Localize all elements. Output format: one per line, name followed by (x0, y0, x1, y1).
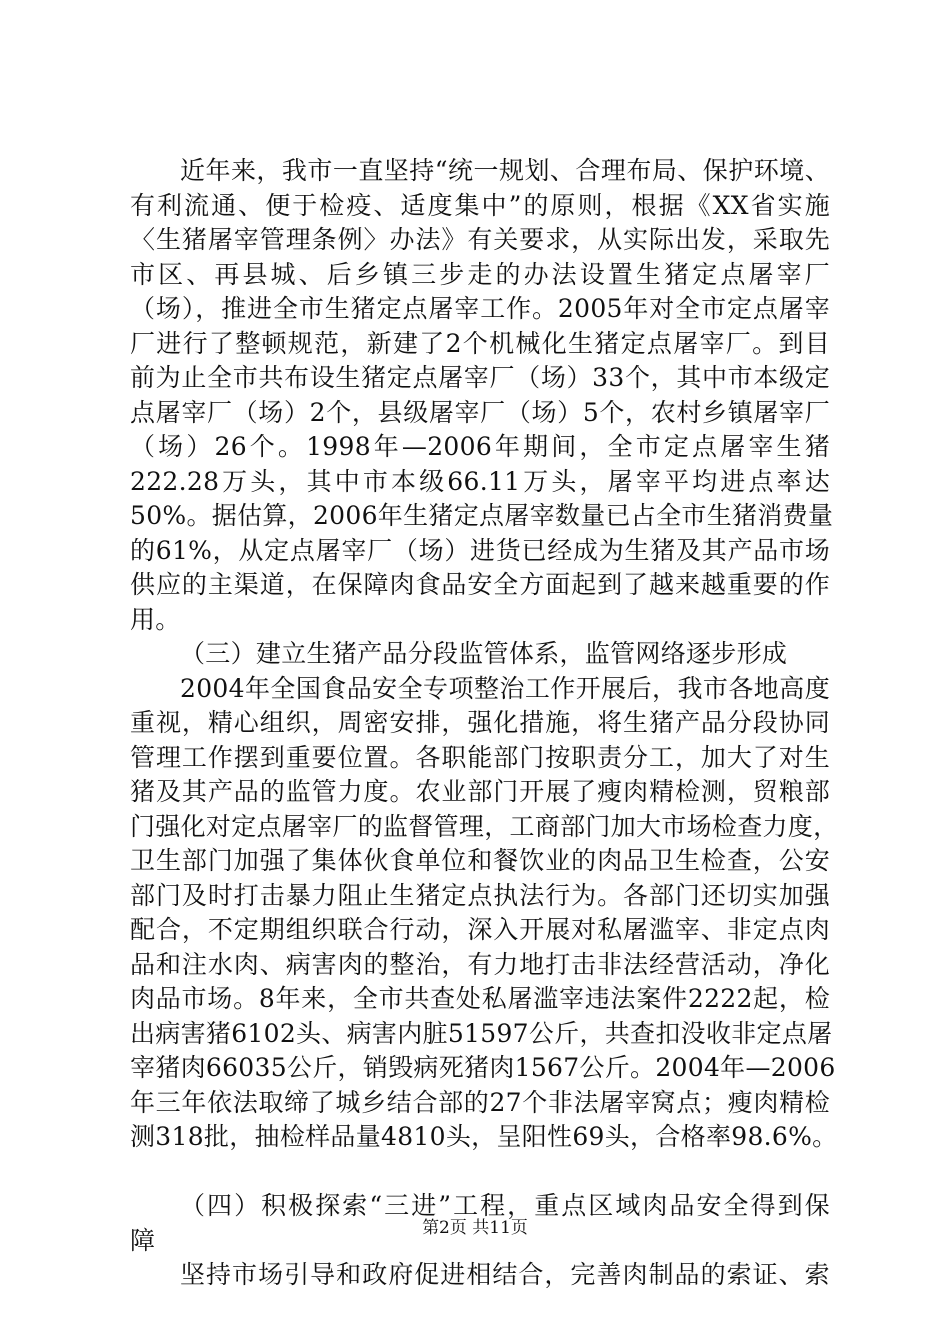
text-line: 卫生部门加强了集体伙食单位和餐饮业的肉品卫生检查，公安 (130, 846, 830, 875)
text-line: 点屠宰厂（场）2个，县级屠宰厂（场）5个，农村乡镇屠宰厂 (130, 397, 830, 427)
text-line: 部门及时打击暴力阻止生猪定点执法行为。各部门还切实加强 (130, 880, 830, 910)
text-line: 门强化对定点屠宰厂的监督管理，工商部门加大市场检查力度， (130, 811, 839, 841)
text-line: 年三年依法取缔了城乡结合部的27个非法屠宰窝点；瘦肉精检 (130, 1087, 830, 1117)
text-line: 有利流通、便于检疫、适度集中”的原则，根据《XX省实施 (130, 190, 830, 220)
text-line: （场）26个。1998年—2006年期间，全市定点屠宰生猪 (130, 432, 830, 461)
document-body (130, 154, 839, 1293)
text-line: 管理工作摆到重要位置。各职能部门按职责分工，加大了对生 (130, 742, 830, 772)
heading-line: （三）建立生猪产品分段监管体系，监管网络逐步形成 (180, 639, 788, 668)
paragraph-gap (130, 1155, 830, 1190)
text-line: 肉品市场。8年来，全市共查处私屠滥宰违法案件2222起，检 (130, 984, 830, 1013)
text-line: 2004年全国食品安全专项整治工作开展后，我市各地高度 (180, 673, 830, 703)
text-line: 出病害猪6102头、病害内脏51597公斤，共查扣没收非定点屠 (130, 1018, 833, 1048)
text-line: （场），推进全市生猪定点屠宰工作。2005年对全市定点屠宰 (130, 294, 830, 323)
section-heading-3 (130, 637, 830, 672)
paragraph-three-in (130, 1258, 830, 1293)
text-line: 猪及其产品的监管力度。农业部门开展了瘦肉精检测，贸粮部 (130, 777, 830, 806)
text-line: 品和注水肉、病害肉的整治，有力地打击非法经营活动，净化 (130, 949, 830, 979)
heading-line: （四）积极探索“三进”工程，重点区域肉品安全得到保 (180, 1191, 830, 1220)
text-line: 的61%，从定点屠宰厂（场）进货已经成为生猪及其产品市场 (130, 535, 830, 565)
paragraph-supervision (130, 672, 839, 1155)
text-line: 222.28万头，其中市本级66.11万头，屠宰平均进点率达 (130, 466, 830, 496)
text-line: 坚持市场引导和政府促进相结合，完善肉制品的索证、索 (180, 1260, 830, 1289)
text-line: 配合，不定期组织联合行动，深入开展对私屠滥宰、非定点肉 (130, 915, 830, 944)
text-line: 50%。据估算，2006年生猪定点屠宰数量已占全市生猪消费量 (130, 501, 834, 530)
text-line: 厂进行了整顿规范，新建了2个机械化生猪定点屠宰厂。到目 (130, 328, 830, 358)
text-line: 近年来，我市一直坚持“统一规划、合理布局、保护环境、 (180, 156, 830, 185)
text-line: 〈生猪屠宰管理条例〉办法》有关要求，从实际出发，采取先 (130, 225, 830, 254)
paragraph-intro (130, 154, 834, 637)
text-line: 市区、再县城、后乡镇三步走的办法设置生猪定点屠宰厂 (130, 259, 830, 289)
text-line: 宰猪肉66035公斤，销毁病死猪肉1567公斤。2004年—2006 (130, 1053, 836, 1082)
text-line: 供应的主渠道，在保障肉食品安全方面起到了越来越重要的作 (130, 570, 830, 599)
text-line: 重视，精心组织，周密安排，强化措施，将生猪产品分段协同 (130, 708, 830, 737)
text-line: 前为止全市共布设生猪定点屠宰厂（场）33个，其中市本级定 (130, 363, 830, 392)
text-line: 测318批，抽检样品量4810头，呈阳性69头，合格率98.6%。 (130, 1122, 838, 1151)
heading-line: 障 (130, 1225, 156, 1255)
text-line: 用。 (130, 604, 181, 634)
page-number-footer: 第2页 共11页 (422, 1218, 528, 1238)
